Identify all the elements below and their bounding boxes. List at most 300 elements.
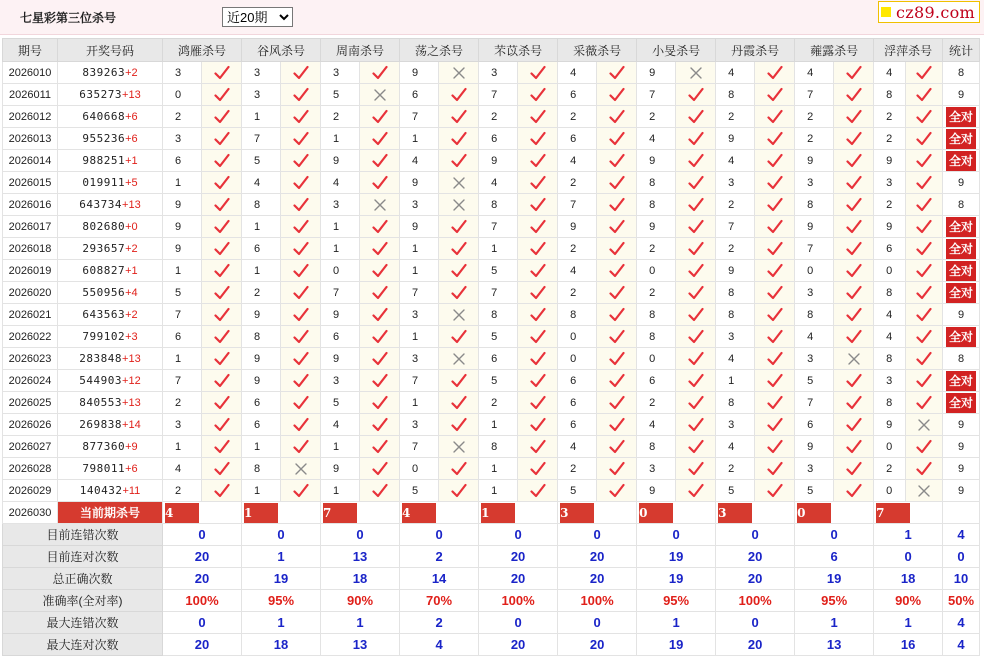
winning-numbers-cell (58, 458, 163, 480)
check-icon (530, 241, 546, 257)
current-kill-cell (163, 502, 242, 524)
stat-value-cell (795, 568, 874, 590)
result-mark-cell (281, 216, 321, 238)
kill-number-cell: 8 (558, 304, 597, 326)
result-mark-cell (906, 348, 943, 370)
issue-cell: 2026017 (3, 216, 58, 238)
check-icon (530, 285, 546, 301)
result-mark-cell (834, 194, 874, 216)
stat-value-cell (400, 524, 479, 546)
check-icon (609, 395, 625, 411)
check-icon (530, 373, 546, 389)
result-mark-cell (597, 150, 637, 172)
check-icon (609, 461, 625, 477)
stat-value: 0 (957, 549, 965, 564)
count-cell (943, 106, 980, 128)
result-mark-cell (518, 414, 558, 436)
issue-cell: 2026023 (3, 348, 58, 370)
bonus-number: +4 (125, 287, 138, 299)
count-value: 9 (957, 440, 965, 453)
stat-value-cell (321, 634, 400, 656)
kill-number-cell: 3 (795, 282, 834, 304)
winning-numbers-cell (58, 326, 163, 348)
table-row (3, 282, 980, 304)
result-mark-cell (360, 150, 400, 172)
result-mark-cell (202, 370, 242, 392)
result-mark-cell (360, 238, 400, 260)
result-mark-cell (360, 480, 400, 502)
stat-value-cell (479, 634, 558, 656)
kill-number-cell: 6 (479, 128, 518, 150)
kill-number-cell: 4 (637, 128, 676, 150)
kill-number-cell: 9 (637, 62, 676, 84)
count-cell (943, 194, 980, 216)
current-kill-cell (874, 502, 943, 524)
kill-number-cell: 3 (163, 414, 202, 436)
stat-value-cell (479, 590, 558, 612)
check-icon (372, 285, 388, 301)
result-mark-cell (518, 370, 558, 392)
stat-value-cell (558, 612, 637, 634)
table-row (3, 392, 980, 414)
cross-icon (452, 440, 466, 454)
kill-number-cell: 3 (795, 348, 834, 370)
all-right-badge: 全对 (946, 129, 976, 149)
check-icon (530, 307, 546, 323)
winning-numbers: 269838 (79, 418, 123, 431)
result-mark-cell (518, 238, 558, 260)
kill-number-cell: 9 (637, 216, 676, 238)
stat-value-cell (943, 590, 980, 612)
stat-label: 总正确次数 (3, 568, 163, 590)
result-mark-cell (202, 348, 242, 370)
check-icon (214, 417, 230, 433)
stat-value-cell (795, 634, 874, 656)
column-header: 小旻杀号 (637, 39, 716, 62)
stat-value-cell (242, 568, 321, 590)
result-mark-cell (281, 304, 321, 326)
stat-value-cell (637, 612, 716, 634)
check-icon (372, 329, 388, 345)
stat-value: 4 (957, 615, 965, 630)
stat-value-cell (943, 612, 980, 634)
issue-cell: 2026016 (3, 194, 58, 216)
check-icon (767, 241, 783, 257)
kill-number-cell: 7 (163, 304, 202, 326)
result-mark-cell (281, 392, 321, 414)
kill-number-cell: 8 (795, 304, 834, 326)
stat-value: 19 (668, 637, 684, 652)
stat-value-cell (795, 524, 874, 546)
check-icon (293, 307, 309, 323)
stat-value: 50% (948, 593, 975, 608)
result-mark-cell (439, 128, 479, 150)
result-mark-cell (439, 260, 479, 282)
bonus-number: +1 (125, 155, 138, 167)
check-icon (293, 175, 309, 191)
result-mark-cell (906, 128, 943, 150)
kill-number-cell: 6 (242, 414, 281, 436)
kill-number-cell: 4 (874, 326, 906, 348)
kill-number-cell: 5 (242, 150, 281, 172)
kill-number-cell: 8 (795, 194, 834, 216)
result-mark-cell (202, 480, 242, 502)
bonus-number: +9 (125, 441, 138, 453)
stat-value-cell (321, 590, 400, 612)
result-mark-cell (597, 62, 637, 84)
kill-number-cell: 7 (163, 370, 202, 392)
stat-value: 10 (953, 571, 969, 586)
check-icon (846, 439, 862, 455)
check-icon (451, 153, 467, 169)
result-mark-cell (906, 436, 943, 458)
result-mark-cell (676, 370, 716, 392)
stat-value-cell (943, 524, 980, 546)
kill-number-cell: 0 (558, 326, 597, 348)
issue-cell: 2026013 (3, 128, 58, 150)
check-icon (293, 395, 309, 411)
result-mark-cell (906, 216, 943, 238)
kill-number-cell: 1 (400, 326, 439, 348)
check-icon (688, 417, 704, 433)
cross-icon (917, 484, 931, 498)
check-icon (688, 395, 704, 411)
kill-number-cell: 0 (163, 84, 202, 106)
current-kill-cell (558, 502, 637, 524)
result-mark-cell (360, 348, 400, 370)
check-icon (846, 175, 862, 191)
result-mark-cell (834, 150, 874, 172)
kill-number-cell: 7 (637, 84, 676, 106)
result-mark-cell (202, 194, 242, 216)
table-row (3, 414, 980, 436)
kill-number-cell: 5 (321, 392, 360, 414)
kill-number-cell: 9 (795, 150, 834, 172)
check-icon (372, 439, 388, 455)
kill-number-cell: 3 (400, 304, 439, 326)
stat-value: 20 (510, 637, 526, 652)
result-mark-cell (676, 84, 716, 106)
kill-number-cell: 1 (242, 106, 281, 128)
winning-numbers-cell (58, 304, 163, 326)
all-right-badge: 全对 (946, 261, 976, 281)
check-icon (293, 439, 309, 455)
check-icon (767, 395, 783, 411)
check-icon (451, 131, 467, 147)
result-mark-cell (439, 150, 479, 172)
stat-label: 准确率(全对率) (3, 590, 163, 612)
result-mark-cell (676, 326, 716, 348)
kill-number-cell: 9 (479, 150, 518, 172)
check-icon (214, 373, 230, 389)
result-mark-cell (834, 458, 874, 480)
issue-cell: 2026025 (3, 392, 58, 414)
check-icon (214, 263, 230, 279)
stat-value-cell (943, 546, 980, 568)
check-icon (846, 241, 862, 257)
kill-number-cell: 1 (242, 260, 281, 282)
count-value: 9 (957, 88, 965, 101)
count-cell (943, 370, 980, 392)
kill-number-cell: 4 (637, 414, 676, 436)
stat-value: 20 (589, 549, 605, 564)
check-icon (916, 461, 932, 477)
kill-number-cell: 5 (321, 84, 360, 106)
check-icon (609, 175, 625, 191)
kill-number-cell: 3 (874, 370, 906, 392)
check-icon (609, 373, 625, 389)
result-mark-cell (676, 238, 716, 260)
stat-value: 20 (589, 637, 605, 652)
bonus-number: +5 (125, 177, 138, 189)
check-icon (214, 351, 230, 367)
check-icon (214, 175, 230, 191)
kill-number-cell: 8 (637, 194, 676, 216)
result-mark-cell (834, 172, 874, 194)
stat-value-cell (321, 546, 400, 568)
result-mark-cell (518, 392, 558, 414)
stat-value-cell (163, 524, 242, 546)
result-mark-cell (676, 106, 716, 128)
current-count-cell (943, 502, 980, 524)
check-icon (846, 219, 862, 235)
result-mark-cell (439, 216, 479, 238)
check-icon (293, 417, 309, 433)
count-cell (943, 216, 980, 238)
winning-numbers: 140432 (79, 484, 123, 497)
cross-icon (847, 352, 861, 366)
winning-numbers: 799102 (82, 330, 126, 343)
kill-number-cell: 2 (558, 238, 597, 260)
stat-row (3, 590, 980, 612)
bonus-number: +6 (125, 111, 138, 123)
kill-number-cell: 2 (558, 172, 597, 194)
result-mark-cell (439, 414, 479, 436)
result-mark-cell (360, 326, 400, 348)
check-icon (372, 131, 388, 147)
bonus-number: +0 (125, 221, 138, 233)
stat-value: 0 (514, 527, 522, 542)
column-header: 周南杀号 (321, 39, 400, 62)
result-mark-cell (202, 128, 242, 150)
result-mark-cell (755, 238, 795, 260)
kill-number-cell: 4 (874, 62, 906, 84)
cross-icon (689, 66, 703, 80)
stat-label: 目前连错次数 (3, 524, 163, 546)
kill-number-cell: 0 (874, 436, 906, 458)
count-value: 9 (957, 308, 965, 321)
period-select[interactable] (222, 7, 293, 27)
kill-number-cell: 5 (163, 282, 202, 304)
issue-cell: 2026014 (3, 150, 58, 172)
result-mark-cell (906, 304, 943, 326)
kill-number-cell: 9 (163, 238, 202, 260)
check-icon (609, 417, 625, 433)
stat-value: 20 (194, 549, 210, 564)
check-icon (916, 373, 932, 389)
result-mark-cell (906, 458, 943, 480)
kill-number-cell: 1 (242, 480, 281, 502)
result-mark-cell (597, 348, 637, 370)
stat-value-cell (795, 546, 874, 568)
result-mark-cell (597, 436, 637, 458)
kill-number-cell: 8 (479, 304, 518, 326)
stat-value-cell (163, 634, 242, 656)
check-icon (767, 351, 783, 367)
stat-value-cell (163, 612, 242, 634)
check-icon (214, 131, 230, 147)
result-mark-cell (281, 414, 321, 436)
check-icon (916, 219, 932, 235)
check-icon (688, 219, 704, 235)
stat-value-cell (637, 634, 716, 656)
kill-number-cell: 8 (637, 172, 676, 194)
table-row (3, 238, 980, 260)
result-mark-cell (676, 282, 716, 304)
result-mark-cell (834, 238, 874, 260)
stat-value: 100% (738, 593, 772, 608)
check-icon (767, 461, 783, 477)
kill-number-cell: 8 (479, 436, 518, 458)
stat-value-cell (163, 546, 242, 568)
check-icon (451, 395, 467, 411)
result-mark-cell (202, 172, 242, 194)
result-mark-cell (755, 62, 795, 84)
count-value: 9 (957, 418, 965, 431)
check-icon (688, 109, 704, 125)
check-icon (214, 461, 230, 477)
check-icon (688, 131, 704, 147)
table-row (3, 194, 980, 216)
table-row (3, 84, 980, 106)
stat-value: 19 (668, 571, 684, 586)
stat-value-cell (874, 568, 943, 590)
bonus-number: +2 (125, 243, 138, 255)
kill-number-cell: 3 (321, 62, 360, 84)
check-icon (916, 439, 932, 455)
kill-number-cell: 9 (242, 304, 281, 326)
site-logo[interactable] (878, 1, 980, 23)
stat-value: 18 (273, 637, 289, 652)
stat-value: 100% (185, 593, 219, 608)
kill-number-cell: 7 (242, 128, 281, 150)
check-icon (916, 285, 932, 301)
check-icon (451, 373, 467, 389)
result-mark-cell (834, 414, 874, 436)
check-icon (451, 329, 467, 345)
stat-value-cell (716, 634, 795, 656)
result-mark-cell (439, 106, 479, 128)
kill-number-cell: 4 (321, 172, 360, 194)
stat-value: 0 (277, 527, 285, 542)
check-icon (846, 395, 862, 411)
kill-number-cell: 9 (716, 260, 755, 282)
kill-number-cell: 7 (795, 238, 834, 260)
check-icon (293, 197, 309, 213)
stat-value: 13 (352, 637, 368, 652)
kill-number-cell: 9 (716, 128, 755, 150)
kill-number-cell: 4 (163, 458, 202, 480)
stat-value-cell (637, 568, 716, 590)
kill-number-cell: 8 (479, 194, 518, 216)
winning-numbers-cell (58, 348, 163, 370)
kill-number-cell: 9 (874, 414, 906, 436)
check-icon (530, 197, 546, 213)
kill-number-cell: 2 (637, 282, 676, 304)
winning-numbers-cell (58, 194, 163, 216)
check-icon (214, 483, 230, 499)
kill-number-cell: 2 (716, 238, 755, 260)
check-icon (767, 263, 783, 279)
kill-number-cell: 5 (558, 480, 597, 502)
result-mark-cell (202, 216, 242, 238)
check-icon (846, 285, 862, 301)
result-mark-cell (281, 260, 321, 282)
check-icon (530, 351, 546, 367)
check-icon (372, 109, 388, 125)
stat-value-cell (479, 524, 558, 546)
check-icon (688, 87, 704, 103)
stat-value: 14 (431, 571, 447, 586)
result-mark-cell (755, 326, 795, 348)
winning-numbers-cell (58, 260, 163, 282)
result-mark-cell (360, 106, 400, 128)
kill-number-cell: 1 (716, 370, 755, 392)
result-mark-cell (597, 106, 637, 128)
kill-number-cell: 3 (163, 62, 202, 84)
table-row (3, 348, 980, 370)
winning-numbers: 019911 (82, 176, 126, 189)
stat-value: 0 (751, 527, 759, 542)
result-mark-cell (360, 128, 400, 150)
stat-value: 20 (510, 549, 526, 564)
check-icon (530, 483, 546, 499)
result-mark-cell (360, 436, 400, 458)
winning-numbers: 643734 (79, 198, 123, 211)
kill-number-cell: 1 (242, 436, 281, 458)
bonus-number: +13 (122, 89, 141, 101)
stat-value-cell (242, 590, 321, 612)
check-icon (214, 197, 230, 213)
result-mark-cell (597, 84, 637, 106)
result-mark-cell (518, 216, 558, 238)
header-row (3, 39, 980, 62)
count-value: 8 (957, 198, 965, 211)
stat-value-cell (874, 590, 943, 612)
kill-number-cell: 3 (716, 326, 755, 348)
check-icon (451, 87, 467, 103)
kill-number-cell: 3 (716, 172, 755, 194)
stat-value: 0 (435, 527, 443, 542)
stat-value-cell (558, 524, 637, 546)
stat-value: 4 (435, 637, 443, 652)
result-mark-cell (676, 172, 716, 194)
kill-number-cell: 8 (716, 304, 755, 326)
result-mark-cell (518, 282, 558, 304)
bonus-number: +14 (122, 419, 141, 431)
result-mark-cell (518, 62, 558, 84)
current-kill-number: 7 (323, 503, 357, 523)
check-icon (609, 241, 625, 257)
kill-number-cell: 6 (558, 128, 597, 150)
kill-number-cell: 9 (874, 216, 906, 238)
result-mark-cell (360, 414, 400, 436)
kill-number-cell: 8 (874, 392, 906, 414)
all-right-badge: 全对 (946, 393, 976, 413)
table-row (3, 128, 980, 150)
kill-number-cell: 3 (637, 458, 676, 480)
column-header: 鸿雁杀号 (163, 39, 242, 62)
